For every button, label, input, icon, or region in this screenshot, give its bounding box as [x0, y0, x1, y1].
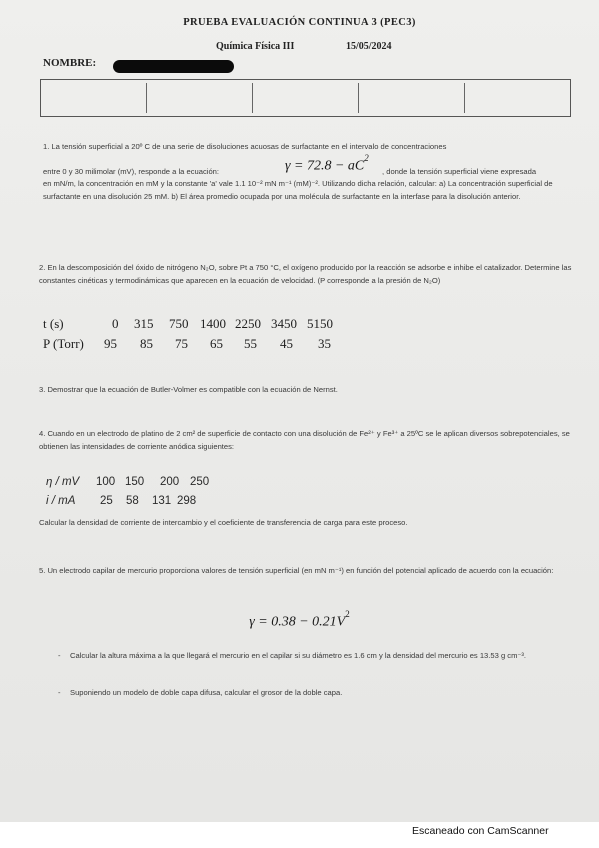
table-1-row-2-label: P (Torr) — [43, 336, 84, 351]
equation-body: γ = 0.38 − 0.21V — [249, 614, 346, 630]
table-cell: 750 — [169, 316, 189, 331]
bullet-item — [58, 687, 570, 700]
grid-cell — [147, 83, 253, 113]
equation-body: γ = 72.8 − aC — [285, 158, 365, 174]
grid-cell — [41, 83, 147, 113]
question-5-text: 5. Un electrodo capilar de mercurio proporciona valores de tensión superficial (en mN m⁻¹) en función del potencial aplicado de acuerdo con la ecuación: — [39, 566, 554, 575]
table-cell: 100 — [96, 476, 116, 488]
question-5-equation — [0, 609, 599, 631]
table-cell: 55 — [244, 336, 257, 351]
bullet-dash: - — [58, 651, 61, 660]
scanner-watermark: Escaneado con CamScanner — [412, 825, 549, 837]
table-cell: 95 — [104, 336, 117, 351]
table-cell: 131 — [152, 495, 172, 507]
table-cell: 250 — [190, 476, 210, 488]
grid-cell — [359, 83, 465, 113]
table-cell: 0 — [112, 316, 119, 331]
equation-exponent: 2 — [364, 153, 369, 163]
question-4-closing: Calcular la densidad de corriente de intercambio y el coeficiente de transferencia de carga para este proceso. — [39, 518, 408, 527]
table-cell: 35 — [318, 336, 331, 351]
question-3-text: 3. Demostrar que la ecuación de Butler-Volmer es compatible con la ecuación de Nernst. — [39, 385, 338, 394]
table-cell: 1400 — [200, 316, 226, 331]
question-1-equation — [285, 153, 369, 175]
question-1-prefix: entre 0 y 30 milimolar (mV), responde a la ecuación: — [43, 167, 220, 176]
grid-cell — [465, 83, 570, 113]
grid-cell — [253, 83, 359, 113]
table-cell: 200 — [160, 476, 180, 488]
table-cell: 5150 — [307, 316, 333, 331]
table-cell: 298 — [177, 495, 197, 507]
question-2-text: 2. En la descomposición del óxido de nitrógeno N₂O, sobre Pt a 750 °C, el oxígeno producido por la reacción se adsorbe e inhibe el catalizador. Determine las constantes cinéticas y termodinámicas que aparecen en la ecuación de velocidad. (P corresponde a la presión de N₂O) — [39, 263, 572, 285]
table-cell: 75 — [175, 336, 188, 351]
table-2-row-1-label: η / mV — [46, 476, 80, 488]
table-2-row-2-label: i / mA — [46, 495, 76, 507]
table-cell: 315 — [134, 316, 154, 331]
table-cell: 150 — [125, 476, 145, 488]
question-1-text-b: en mN/m, la concentración en mM y la constante 'a' vale 1.1 10⁻² mN m⁻¹ (mM)⁻². Utilizando dicha relación, calcular: a) La concentración superficial de surfactante en una disolución 25 mM. b) El área promedio ocupada por una molécula de surfactante en la interfase para la disolución anterior. — [43, 179, 553, 201]
redacted-name — [113, 60, 234, 73]
table-cell: 2250 — [235, 316, 261, 331]
table-cell: 3450 — [271, 316, 297, 331]
question-1-text-a: 1. La tensión superficial a 20º C de una serie de disoluciones acuosas de surfactante en el intervalo de concentraciones — [43, 142, 447, 151]
table-cell: 25 — [100, 495, 113, 507]
answer-grid — [40, 79, 571, 117]
bullet-item — [58, 650, 570, 663]
bullet-text: Calcular la altura máxima a la que llegará el mercurio en el capilar si su diámetro es 1.6 cm y la densidad del mercurio es 13.53 g cm⁻³. — [70, 651, 527, 660]
question-1-suffix: , donde la tensión superficial viene expresada — [382, 167, 537, 176]
exam-title: PRUEBA EVALUACIÓN CONTINUA 3 (PEC3) — [183, 17, 416, 28]
question-4-text: 4. Cuando en un electrodo de platino de 2 cm² de superficie de contacto con una disolución de Fe²⁺ y Fe³⁺ a 25ºC se le aplican diversos sobrepotenciales, se obtienen las intensidades de corriente anódica siguientes: — [39, 429, 570, 451]
bullet-text: Suponiendo un modelo de doble capa difusa, calcular el grosor de la doble capa. — [70, 688, 343, 697]
table-cell: 85 — [140, 336, 153, 351]
table-cell: 58 — [126, 495, 139, 507]
course-subject: Química Física III — [216, 41, 295, 52]
table-1-row-1-label: t (s) — [43, 316, 64, 331]
exam-date: 15/05/2024 — [346, 41, 392, 52]
name-label: NOMBRE: — [43, 57, 97, 69]
table-cell: 65 — [210, 336, 223, 351]
table-cell: 45 — [280, 336, 293, 351]
equation-exponent: 2 — [345, 609, 350, 619]
bullet-dash: - — [58, 688, 61, 697]
